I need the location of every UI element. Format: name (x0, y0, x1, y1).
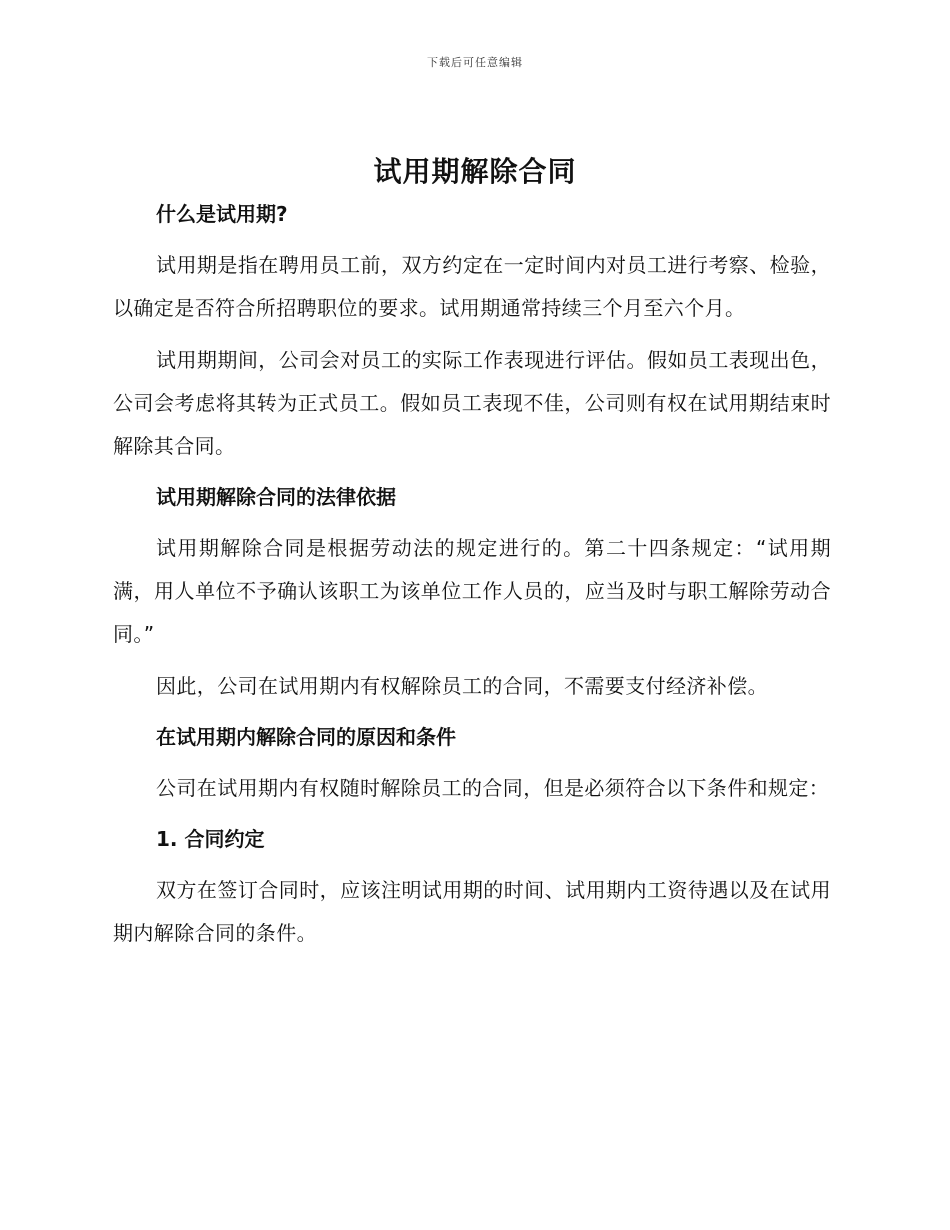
paragraph: 试用期解除合同是根据劳动法的规定进行的。第二十四条规定：“试用期满，用人单位不予确认该职工为该单位工作人员的，应当及时与职工解除劳动合同。” (113, 536, 831, 646)
section-heading: 1. 合同约定 (156, 827, 265, 851)
paragraph: 试用期期间，公司会对员工的实际工作表现进行评估。假如员工表现出色，公司会考虑将其转为正式员工。假如员工表现不佳，公司则有权在试用期结束时解除其合同。 (113, 348, 831, 458)
document-body (113, 194, 831, 964)
paragraph: 因此，公司在试用期内有权解除员工的合同，不需要支付经济补偿。 (156, 674, 768, 698)
paragraph: 双方在签订合同时，应该注明试用期的时间、试用期内工资待遇以及在试用期内解除合同的条件。 (113, 878, 831, 945)
document-title: 试用期解除合同 (373, 155, 577, 188)
header-note: 下载后可任意编辑 (427, 56, 523, 69)
section-heading: 什么是试用期? (156, 202, 288, 226)
section-heading: 试用期解除合同的法律依据 (156, 485, 396, 509)
paragraph: 试用期是指在聘用员工前，双方约定在一定时间内对员工进行考察、检验，以确定是否符合所招聘职位的要求。试用期通常持续三个月至六个月。 (113, 253, 831, 320)
section-heading: 在试用期内解除合同的原因和条件 (156, 725, 456, 749)
paragraph: 公司在试用期内有权随时解除员工的合同，但是必须符合以下条件和规定： (156, 776, 830, 800)
